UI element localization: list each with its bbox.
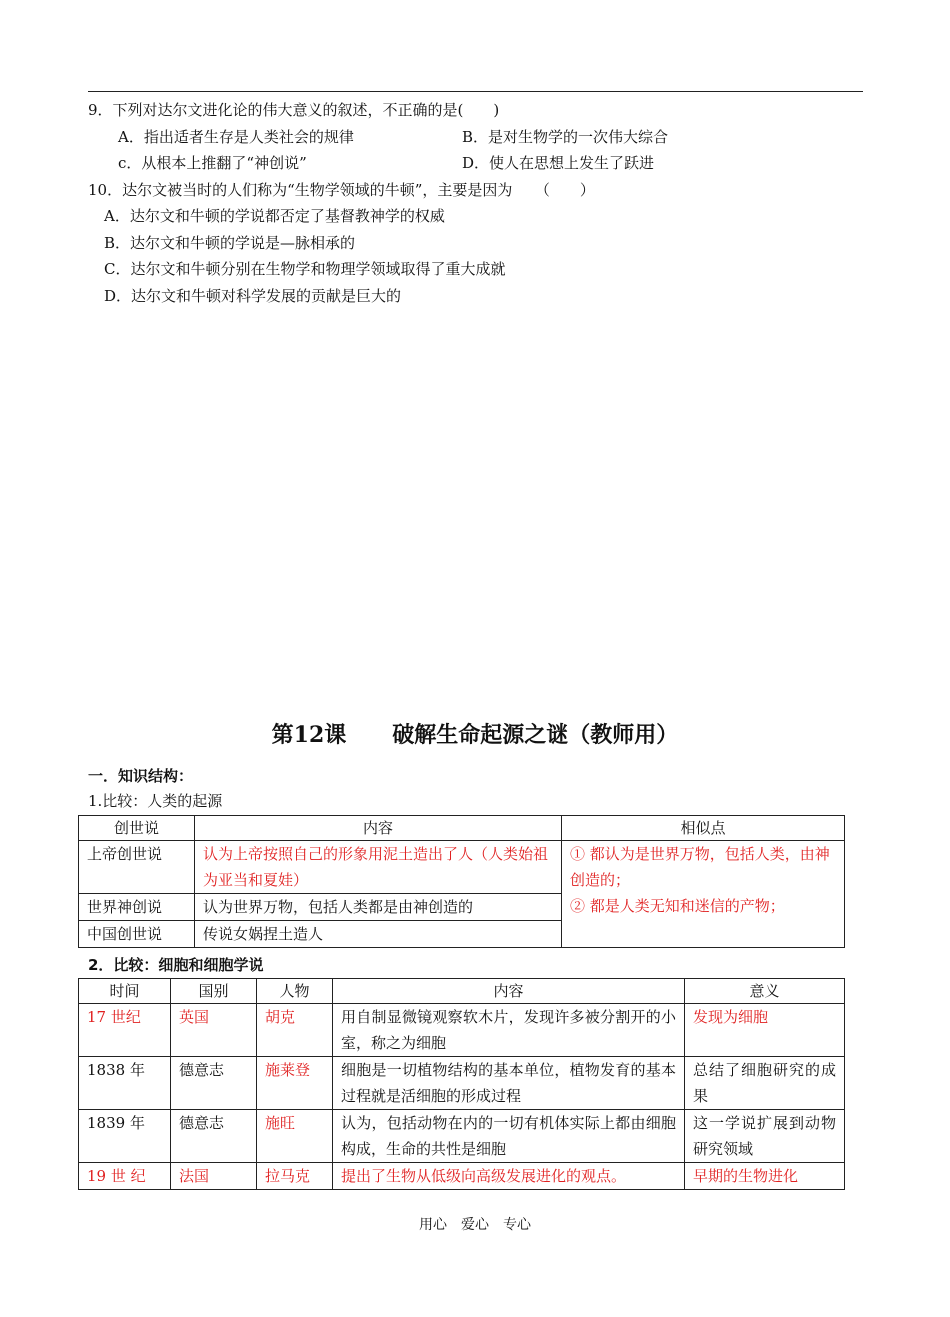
question-10-option-a: A．达尔文和牛顿的学说都否定了基督教神学的权威 (104, 207, 445, 225)
column-header-country: 国别 (171, 979, 257, 1004)
content-cell: 提出了生物从低级向高级发展进化的观点。 (333, 1163, 685, 1190)
time-cell: 1838 年 (79, 1057, 171, 1110)
question-9-option-c: c．从根本上推翻了“神创说” (118, 154, 307, 172)
meaning-cell: 早期的生物进化 (685, 1163, 845, 1190)
content-cell: 认为，包括动物在内的一切有机体实际上都由细胞构成，生命的共性是细胞 (333, 1110, 685, 1163)
country-cell: 德意志 (171, 1057, 257, 1110)
table-header-row (79, 979, 845, 1004)
country-cell: 德意志 (171, 1110, 257, 1163)
country-cell: 英国 (171, 1004, 257, 1057)
section-cell-theory-heading: 2．比较：细胞和细胞学说 (88, 956, 264, 974)
question-9-stem: 9．下列对达尔文进化论的伟大意义的叙述，不正确的是( ) (88, 101, 500, 119)
theory-name-cell: 中国创世说 (79, 921, 195, 948)
time-cell: 17 世纪 (79, 1004, 171, 1057)
meaning-cell: 发现为细胞 (685, 1004, 845, 1057)
question-10-stem: 10．达尔文被当时的人们称为“生物学领域的牛顿”，主要是因为 （ ） (88, 181, 595, 199)
table-row (79, 841, 845, 894)
person-cell: 施旺 (257, 1110, 333, 1163)
question-10-option-b: B．达尔文和牛顿的学说是—脉相承的 (104, 234, 356, 252)
column-header-similarity: 相似点 (562, 816, 845, 841)
theory-content-cell: 认为世界万物，包括人类都是由神创造的 (195, 894, 562, 921)
person-cell: 胡克 (257, 1004, 333, 1057)
section-knowledge-structure-heading: 一．知识结构： (88, 767, 194, 785)
question-10-option-d: D．达尔文和牛顿对科学发展的贡献是巨大的 (104, 287, 402, 305)
theory-content-cell: 传说女娲捏土造人 (195, 921, 562, 948)
theory-name-cell: 上帝创世说 (79, 841, 195, 894)
lesson-number: 第12课 (271, 722, 347, 748)
theory-name-cell: 世界神创说 (79, 894, 195, 921)
column-header-person: 人物 (257, 979, 333, 1004)
person-cell: 施莱登 (257, 1057, 333, 1110)
meaning-cell: 总结了细胞研究的成果 (685, 1057, 845, 1110)
column-header-time: 时间 (79, 979, 171, 1004)
header-rule (88, 91, 863, 92)
question-10-option-c: C．达尔文和牛顿分别在生物学和物理学领域取得了重大成就 (104, 260, 506, 278)
lesson-name: 破解生命起源之谜（教师用） (392, 722, 679, 748)
meaning-cell: 这一学说扩展到动物研究领域 (685, 1110, 845, 1163)
table-header-row (79, 816, 845, 841)
content-cell: 细胞是一切植物结构的基本单位，植物发育的基本过程就是活细胞的形成过程 (333, 1057, 685, 1110)
person-cell: 拉马克 (257, 1163, 333, 1190)
similarity-point-2: ② 都是人类无知和迷信的产物； (570, 897, 785, 915)
subsection-origin-of-humans: 1.比较：人类的起源 (88, 792, 223, 810)
content-cell: 用自制显微镜观察软木片，发现许多被分割开的小室，称之为细胞 (333, 1004, 685, 1057)
theory-content-cell: 认为上帝按照自己的形象用泥土造出了人（人类始祖为亚当和夏娃） (195, 841, 562, 894)
table-row (79, 1163, 845, 1190)
table-row (79, 1004, 845, 1057)
column-header-content: 内容 (195, 816, 562, 841)
similarity-point-1: ① 都认为是世界万物，包括人类，由神创造的； (570, 845, 830, 889)
page-footer: 用心 爱心 专心 (419, 1217, 531, 1233)
time-cell: 19 世 纪 (79, 1163, 171, 1190)
question-9-option-b: B．是对生物学的一次伟大综合 (462, 128, 669, 146)
question-9-option-d: D．使人在思想上发生了跃进 (462, 154, 655, 172)
cell-theory-table (78, 978, 845, 1190)
column-header-theory: 创世说 (79, 816, 195, 841)
country-cell: 法国 (171, 1163, 257, 1190)
table-row (79, 1110, 845, 1163)
time-cell: 1839 年 (79, 1110, 171, 1163)
lesson-title (0, 720, 950, 750)
table-row (79, 1057, 845, 1110)
column-header-content: 内容 (333, 979, 685, 1004)
similarity-cell (562, 841, 845, 948)
question-9-option-a: A．指出适者生存是人类社会的规律 (118, 128, 354, 146)
column-header-meaning: 意义 (685, 979, 845, 1004)
creation-theories-table (78, 815, 845, 948)
